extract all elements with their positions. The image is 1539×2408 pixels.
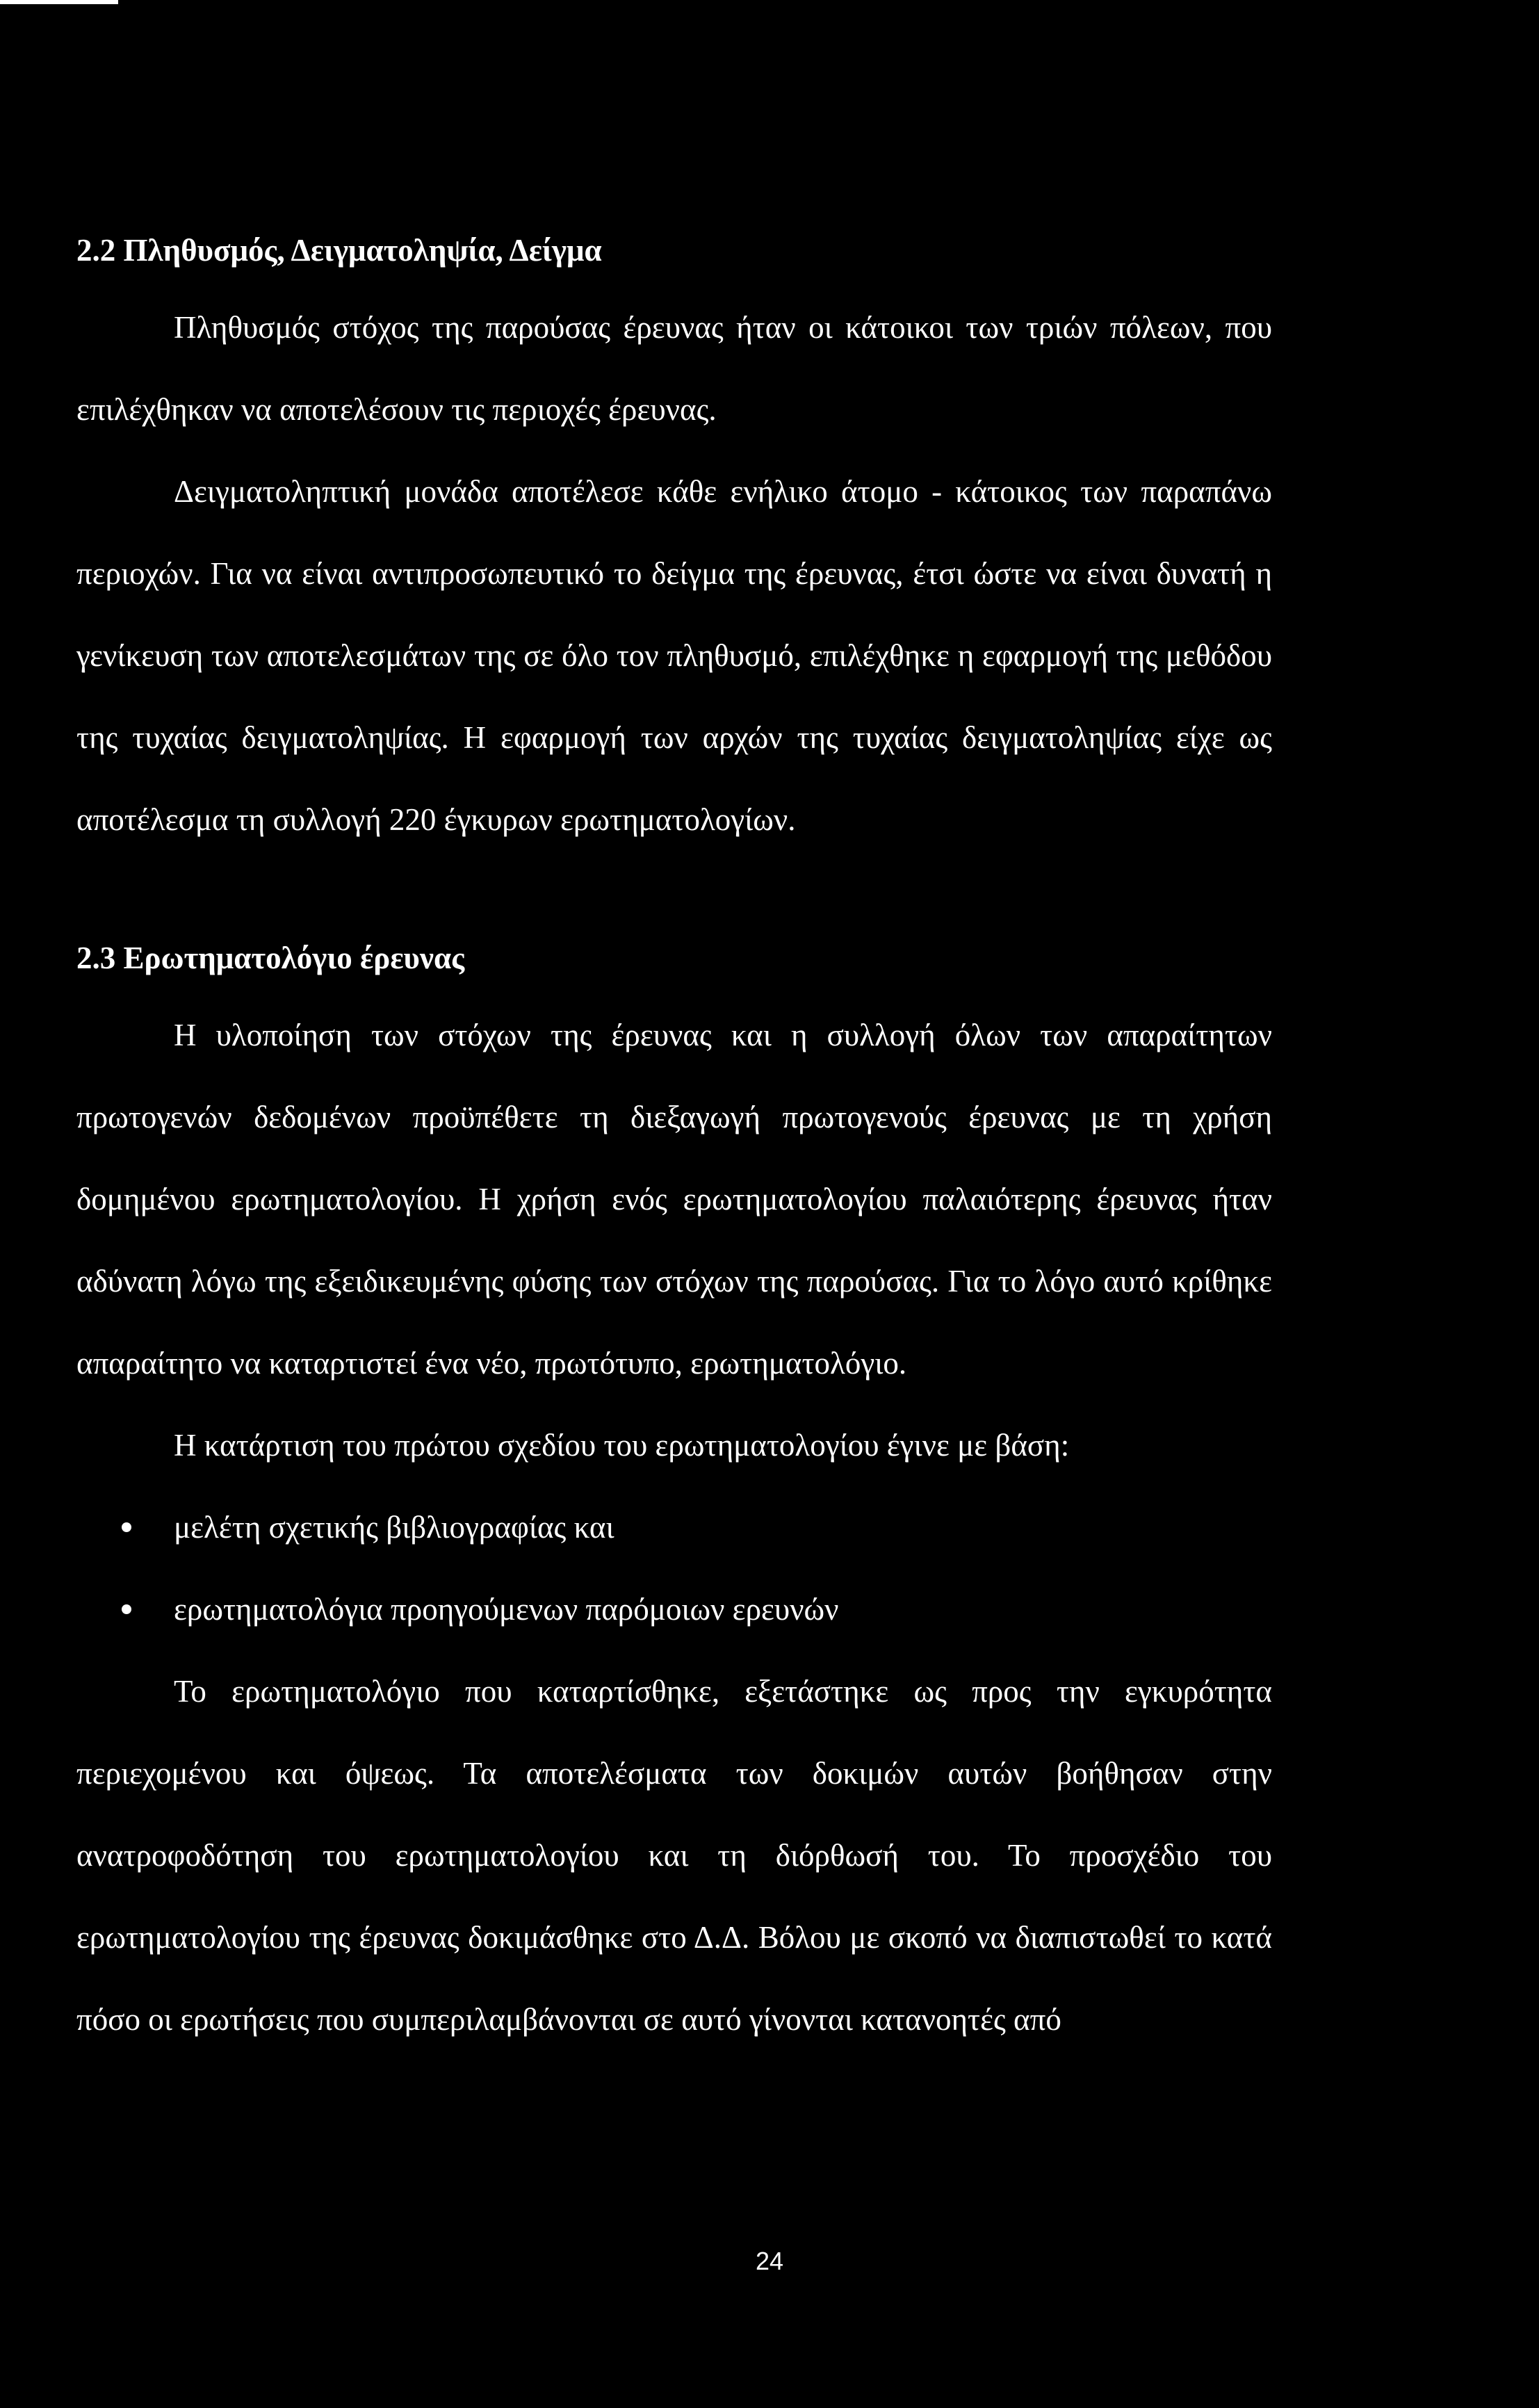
- page-number: 24: [755, 2247, 784, 2275]
- list-item: [76, 1568, 1272, 1650]
- bullet-icon: [122, 1604, 131, 1614]
- section-2-3-heading: 2.3 Ερωτηματολόγιο έρευνας: [76, 941, 465, 975]
- section-2-3-body: [76, 994, 1272, 2060]
- document-page: [76, 229, 1272, 2060]
- paragraph: Το ερωτηματολόγιο που καταρτίσθηκε, εξετάστηκε ως προς την εγκυρότητα περιεχομένου και όψεως. Τα αποτελέσματα των δοκιμών αυτών βοήθησαν στην ανατροφοδότηση του ερωτηματολογίου και τη διόρθωσή του. Το προσχέδιο του ερωτηματολογίου της έρευνας δοκιμάσθηκε στο Δ.Δ. Βόλου με σκοπό να διαπιστωθεί το κατά πόσο οι ερωτήσεις που συμπεριλαμβάνονται σε αυτό γίνονται κατανοητές από: [76, 1674, 1272, 2037]
- paragraph: Πληθυσμός στόχος της παρούσας έρευνας ήταν οι κάτοικοι των τριών πόλεων, που επιλέχθηκαν να αποτελέσουν τις περιοχές έρευνας.: [76, 310, 1272, 427]
- section-gap: [76, 861, 1272, 937]
- section-2-2-body: [76, 286, 1272, 861]
- list-item-text: ερωτηματολόγια προηγούμενων παρόμοιων ερευνών: [174, 1592, 839, 1627]
- paragraph: Δειγματοληπτική μονάδα αποτέλεσε κάθε ενήλικο άτομο - κάτοικος των παραπάνω περιοχών. Για να είναι αντιπροσωπευτικό το δείγμα της έρευνας, έτσι ώστε να είναι δυνατή η γενίκευση των αποτελεσμάτων της σε όλο τον πληθυσμό, επιλέχθηκε η εφαρμογή της μεθόδου της τυχαίας δειγματοληψίας. Η εφαρμογή των αρχών της τυχαίας δειγματοληψίας είχε ως αποτέλεσμα τη συλλογή 220 έγκυρων ερωτηματολογίων.: [76, 474, 1272, 837]
- list-item-text: μελέτη σχετικής βιβλιογραφίας και: [174, 1510, 614, 1545]
- paragraph: Η υλοποίηση των στόχων της έρευνας και η συλλογή όλων των απαραίτητων πρωτογενών δεδομένων προϋπέθετε τη διεξαγωγή πρωτογενούς έρευνας με τη χρήση δομημένου ερωτηματολογίου. Η χρήση ενός ερωτηματολογίου παλαιότερης έρευνας ήταν αδύνατη λόγω της εξειδικευμένης φύσης των στόχων της παρούσας. Για το λόγο αυτό κρίθηκε απαραίτητο να καταρτιστεί ένα νέο, πρωτότυπο, ερωτηματολόγιο.: [76, 1018, 1272, 1381]
- bullet-list: [76, 1486, 1272, 1650]
- section-2-2-heading: 2.2 Πληθυσμός, Δειγματοληψία, Δείγμα: [76, 233, 602, 268]
- top-edge-mark: [0, 0, 118, 4]
- paragraph: Η κατάρτιση του πρώτου σχεδίου του ερωτηματολογίου έγινε με βάση:: [174, 1428, 1070, 1463]
- list-item: [76, 1486, 1272, 1568]
- bullet-icon: [122, 1522, 131, 1532]
